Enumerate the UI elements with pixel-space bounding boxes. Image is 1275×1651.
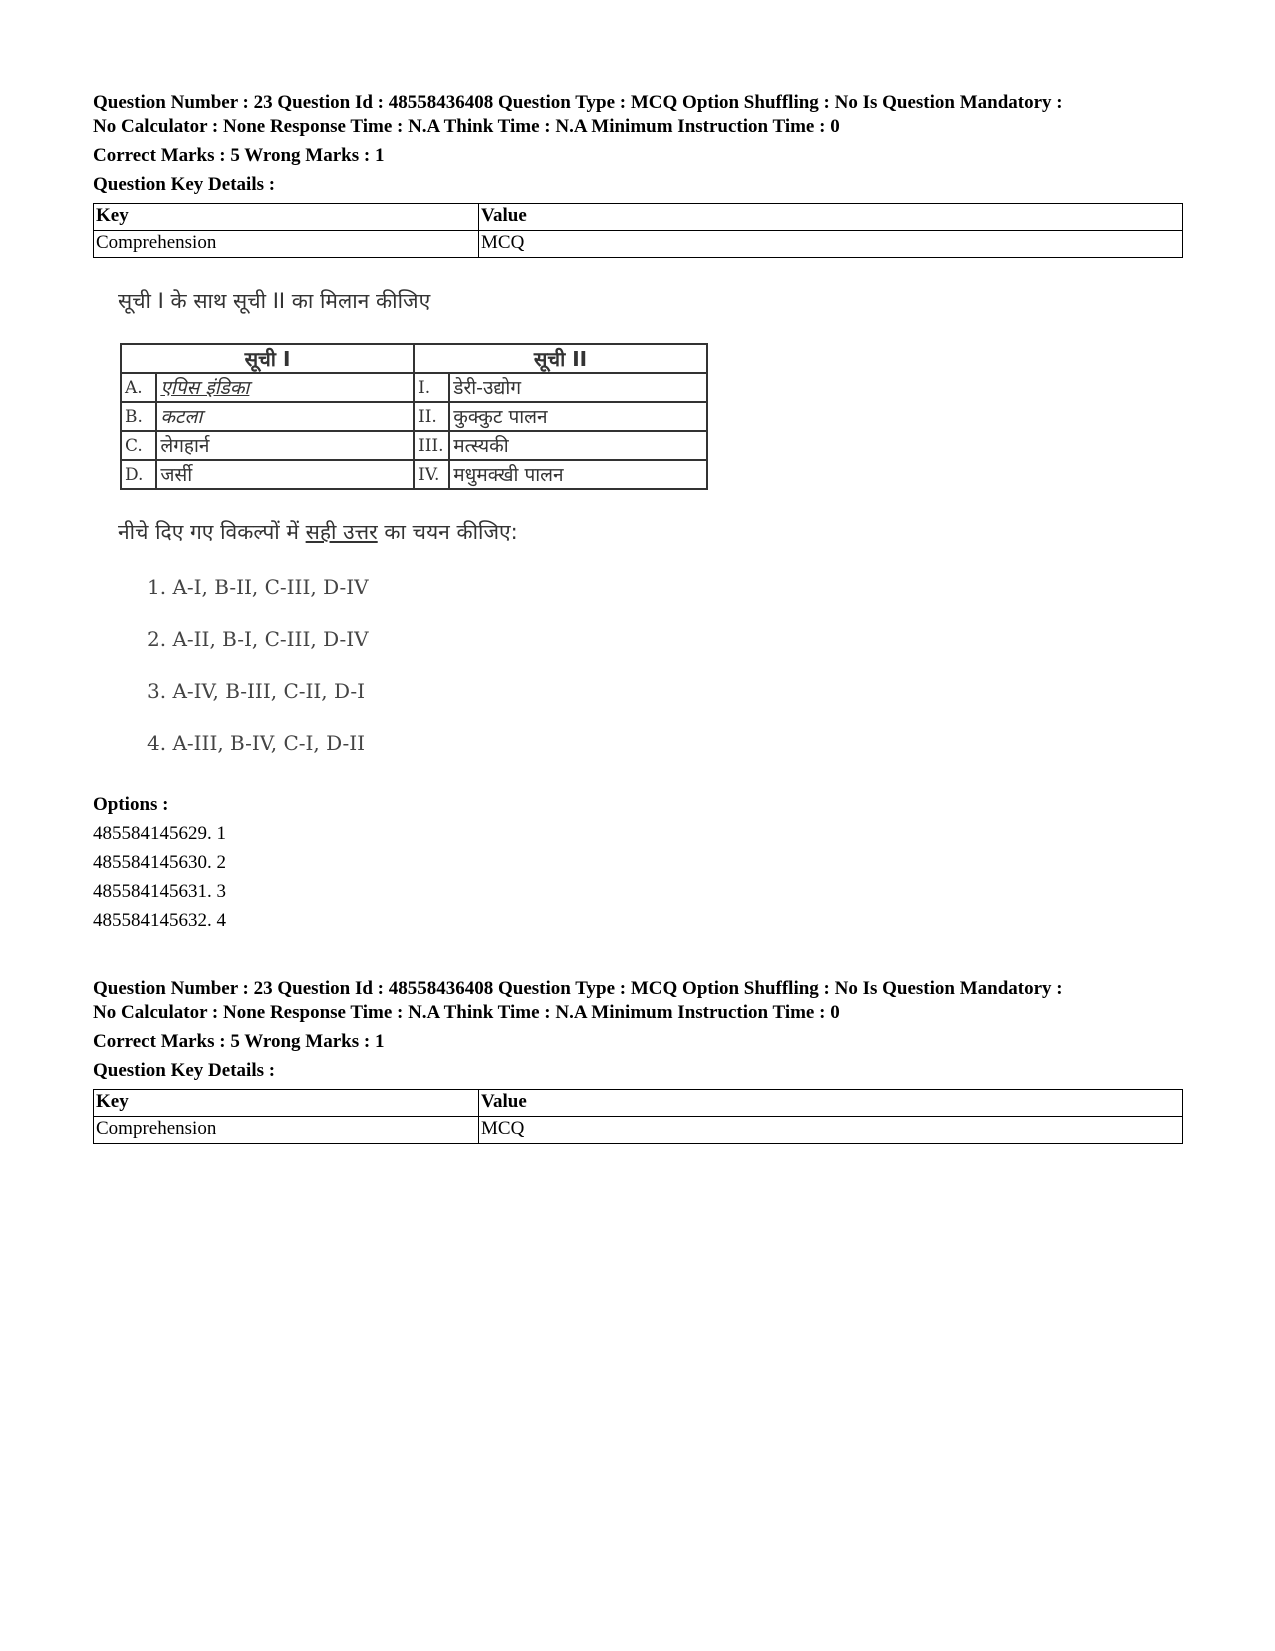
question-meta-line-1: Question Number : 23 Question Id : 48558436408 Question Type : MCQ Option Shuffling : No Is Question Mandatory : xyxy=(93,92,1063,113)
list1-index: D. xyxy=(121,460,156,489)
list2-item: मत्स्यकी xyxy=(449,431,707,460)
list2-index: II. xyxy=(414,402,449,431)
list2-index: IV. xyxy=(414,460,449,489)
list1-item: लेगहार्न xyxy=(156,431,414,460)
question-prompt: सूची I के साथ सूची II का मिलान कीजिए xyxy=(118,289,431,313)
list1-item: कटला xyxy=(156,402,414,431)
value-header-cell: Value xyxy=(479,1090,1183,1117)
key-cell: Comprehension xyxy=(94,1117,479,1144)
match-row xyxy=(121,460,707,489)
list2-item: डेरी-उद्योग xyxy=(449,373,707,402)
key-header-cell: Key xyxy=(94,204,479,231)
option-item-1: 485584145629. 1 xyxy=(93,823,226,844)
question-meta-line-2: No Calculator : None Response Time : N.A Think Time : N.A Minimum Instruction Time : 0 xyxy=(93,116,840,137)
key-details-heading: Question Key Details : xyxy=(93,1060,276,1081)
key-details-table xyxy=(93,1089,1183,1144)
question-image xyxy=(110,283,730,783)
list2-index: III. xyxy=(414,431,449,460)
key-table-header-row xyxy=(94,1090,1183,1117)
list1-index: A. xyxy=(121,373,156,402)
match-table-header xyxy=(121,344,707,373)
marks-line: Correct Marks : 5 Wrong Marks : 1 xyxy=(93,1031,385,1052)
instruction-text-underlined: सही उत्तर xyxy=(305,520,378,544)
list2-item: कुक्कुट पालन xyxy=(449,402,707,431)
match-row xyxy=(121,431,707,460)
marks-line: Correct Marks : 5 Wrong Marks : 1 xyxy=(93,145,385,166)
list1-item: जर्सी xyxy=(156,460,414,489)
key-details-heading: Question Key Details : xyxy=(93,174,276,195)
match-table xyxy=(120,343,708,490)
list1-index: B. xyxy=(121,402,156,431)
instruction-text-post: का चयन कीजिए: xyxy=(377,520,518,544)
key-table-header-row xyxy=(94,204,1183,231)
list1-header: सूची I xyxy=(121,344,414,373)
list2-header: सूची II xyxy=(414,344,707,373)
value-cell: MCQ xyxy=(479,231,1183,258)
options-heading: Options : xyxy=(93,794,169,815)
key-cell: Comprehension xyxy=(94,231,479,258)
answer-choice-2: 2. A-II, B-I, C-III, D-IV xyxy=(147,627,369,651)
question-meta-line-1: Question Number : 23 Question Id : 48558436408 Question Type : MCQ Option Shuffling : No Is Question Mandatory : xyxy=(93,978,1063,999)
key-table-row xyxy=(94,1117,1183,1144)
list2-index: I. xyxy=(414,373,449,402)
key-table-row xyxy=(94,231,1183,258)
match-row xyxy=(121,373,707,402)
value-cell: MCQ xyxy=(479,1117,1183,1144)
question-header-2 xyxy=(93,977,1183,1144)
question-meta-line-2: No Calculator : None Response Time : N.A Think Time : N.A Minimum Instruction Time : 0 xyxy=(93,1002,840,1023)
answer-choice-1: 1. A-I, B-II, C-III, D-IV xyxy=(147,575,369,599)
list1-item: एपिस इंडिका xyxy=(156,373,414,402)
answer-choice-4: 4. A-III, B-IV, C-I, D-II xyxy=(147,731,366,755)
match-row xyxy=(121,402,707,431)
option-item-3: 485584145631. 3 xyxy=(93,881,226,902)
option-item-4: 485584145632. 4 xyxy=(93,910,226,931)
list1-index: C. xyxy=(121,431,156,460)
list2-item: मधुमक्खी पालन xyxy=(449,460,707,489)
key-header-cell: Key xyxy=(94,1090,479,1117)
value-header-cell: Value xyxy=(479,204,1183,231)
answer-choice-3: 3. A-IV, B-III, C-II, D-I xyxy=(147,679,366,703)
instruction-text-pre: नीचे दिए गए विकल्पों में xyxy=(118,520,306,544)
option-item-2: 485584145630. 2 xyxy=(93,852,226,873)
question-header-1 xyxy=(93,91,1183,258)
key-details-table xyxy=(93,203,1183,258)
question-instruction xyxy=(118,518,518,546)
